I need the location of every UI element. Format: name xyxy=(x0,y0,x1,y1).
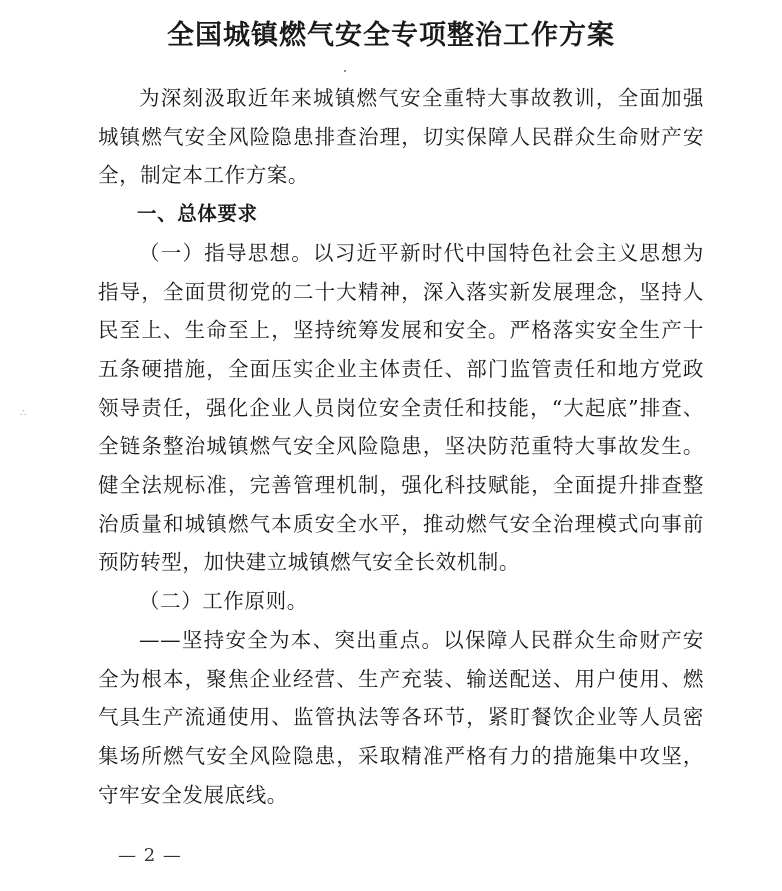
margin-mark: ∴ xyxy=(20,408,27,419)
working-principles-heading: （二）工作原则。 xyxy=(139,589,308,614)
guiding-ideology-paragraph: （一）指导思想。以习近平新时代中国特色社会主义思想为指导，全面贯彻党的二十大精神，深入落实新发展理念，坚持人民至上、生命至上，坚持统筹发展和安全。严格落实安全生产十五条硬措施，全面压实企业主体责任、部门监管责任和地方党政领导责任，强化企业人员岗位安全责任和技能，“大起底”排查、全链条整治城镇燃气安全风险隐患，坚决防范重特大事故发生。健全法规标准，完善管理机制，强化科技赋能，全面提升排查整治质量和城镇燃气本质安全水平，推动燃气安全治理模式向事前预防转型，加快建立城镇燃气安全长效机制。 xyxy=(98,240,704,575)
document-body xyxy=(98,79,704,814)
page-number: — 2 — xyxy=(118,845,182,866)
scan-speck xyxy=(344,70,346,72)
intro-paragraph: 为深刻汲取近年来城镇燃气安全重特大事故教训，全面加强城镇燃气安全风险隐患排查治理，切实保障人民群众生命财产安全，制定本工作方案。 xyxy=(98,86,704,188)
section-heading-general-requirements: 一、总体要求 xyxy=(137,202,258,226)
document-title: 全国城镇燃气安全专项整治工作方案 xyxy=(167,20,615,51)
principle-safety-first-paragraph: ——坚持安全为本、突出重点。以保障人民群众生命财产安全为根本，聚焦企业经营、生产充装、输送配送、用户使用、燃气具生产流通使用、监管执法等各环节，紧盯餐饮企业等人员密集场所燃气安全风险隐患，采取精准严格有力的措施集中攻坚，守牢安全发展底线。 xyxy=(98,627,704,807)
